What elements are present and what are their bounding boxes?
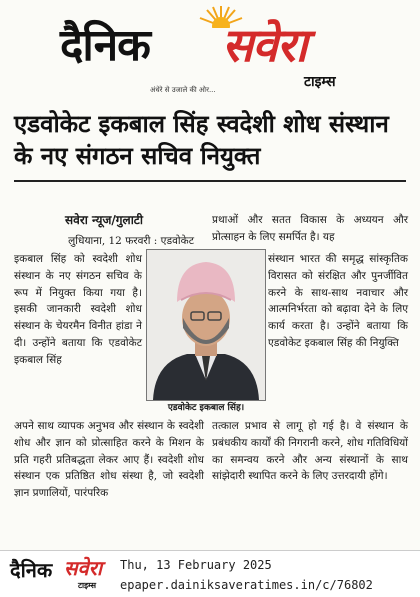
headline-divider bbox=[14, 180, 406, 182]
epaper-url[interactable]: epaper.dainiksaveratimes.in/c/76802 bbox=[120, 578, 373, 592]
footer-logo-times: टाइम्स bbox=[78, 581, 97, 590]
column-2-top: प्रथाओं और सतत विकास के अध्ययन और प्रोत्साहन के लिए समर्पित है। यह bbox=[212, 214, 408, 243]
portrait-photo bbox=[146, 249, 266, 401]
column-1-bottom: अपने साथ व्यापक अनुभव और संस्थान के स्वदेशी शोध और ज्ञान को प्रोत्साहित करने के मिशन के प्रति गहरी प्रतिबद्धता लेकर आए हैं। स्वदेशी शोध संस्थान एक प्रतिष्ठित शोध संस्था है, जो स्वदेशी ज्ञान प्रणालियों, पारंपरिक bbox=[14, 420, 204, 500]
photo-caption: एडवोकेट इकबाल सिंह। bbox=[167, 403, 245, 413]
column-2-right: संस्थान भारत की समृद्ध सांस्कृतिक विरासत को संरक्षित और पुनर्जीवित करने के साथ-साथ नवाचार और आत्मनिर्भरता को बढ़ावा देने के लिए कार्य करता है। उन्होंने बताया कि एडवोकेट इकबाल सिंह की नियुक्ति bbox=[268, 253, 408, 349]
dateline: लुधियाना, 12 फरवरी : एडवोकेट bbox=[68, 234, 194, 247]
brand-name-savera: सवेरा bbox=[222, 18, 307, 72]
brand-name-dainik: दैनिक bbox=[60, 20, 150, 71]
masthead bbox=[0, 0, 420, 102]
tagline: अंधेरे से उजाले की ओर... bbox=[150, 86, 216, 94]
column-1-top bbox=[14, 212, 194, 250]
column-2-bottom: तत्काल प्रभाव से लागू हो गई है। वे संस्थान के प्रबंधकीय कार्यों की निगरानी करने, शोध गतिविधियों का समन्वय करने और अन्य संस्थानों के साथ सांझेदारी स्थापित करने के लिए उत्तरदायी होंगे। bbox=[212, 420, 408, 483]
publication-date: Thu, 13 February 2025 bbox=[120, 558, 272, 572]
byline: सवेरा न्यूज/गुलाटी bbox=[65, 213, 143, 227]
column-1-left: इकबाल सिंह को स्वदेशी शोध संस्थान के नए संगठन सचिव के रूप में नियुक्त किया गया है। इसकी जानकारी स्वदेशी शोध संस्थान के चेयरमैन विनीत हांडा ने दी। उन्होंने बताया कि एडवोकेट इकबाल सिंह bbox=[14, 253, 142, 366]
article-headline: एडवोकेट इकबाल सिंह स्वदेशी शोध संस्थान के नए संगठन सचिव नियुक्त bbox=[14, 110, 389, 170]
footer-logo-savera: सवेरा bbox=[64, 556, 102, 580]
brand-name-times: टाइम्स bbox=[304, 74, 336, 90]
footer-logo-dainik: दैनिक bbox=[10, 558, 53, 582]
